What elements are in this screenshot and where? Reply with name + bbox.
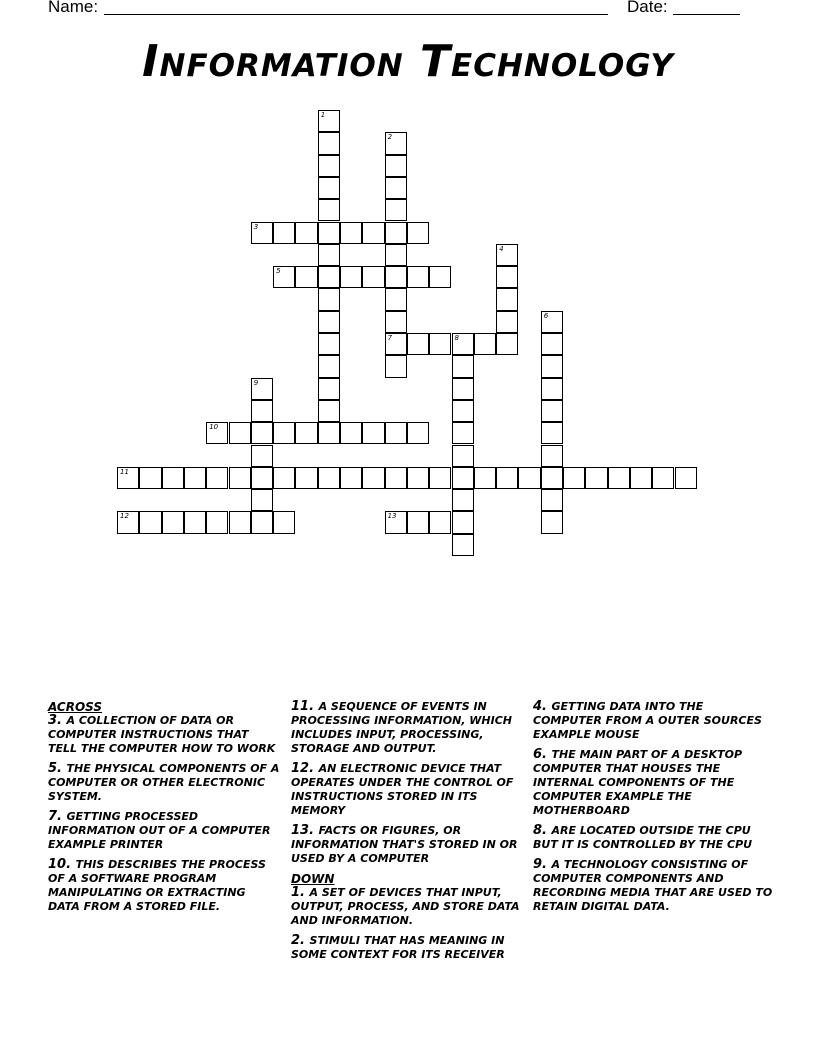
crossword-cell[interactable] (541, 311, 563, 333)
clue-item-text: GETTING PROCESSED INFORMATION OUT OF A COMPUTER EXAMPLE PRINTER (48, 810, 271, 851)
crossword-cell[interactable] (318, 155, 340, 177)
crossword-cell[interactable] (340, 266, 362, 288)
clue-number: 9 (253, 378, 259, 387)
crossword-cell[interactable] (184, 467, 206, 489)
clue-item-text: ARE LOCATED OUTSIDE THE CPU BUT IT IS CONTROLLED BY THE CPU (533, 824, 753, 851)
crossword-cell[interactable] (229, 511, 251, 533)
crossword-cell[interactable] (474, 333, 496, 355)
crossword-cell[interactable] (452, 378, 474, 400)
clue-number: 3 (253, 222, 259, 231)
crossword-cell[interactable] (273, 422, 295, 444)
crossword-cell[interactable] (518, 467, 540, 489)
crossword-cell[interactable] (273, 266, 295, 288)
crossword-cell[interactable] (362, 422, 384, 444)
crossword-cell[interactable] (452, 445, 474, 467)
clue-item (48, 810, 280, 852)
crossword-cell[interactable] (496, 266, 518, 288)
clue-item-text: A COLLECTION OF DATA OR COMPUTER INSTRUCTIONS THAT TELL THE COMPUTER HOW TO WORK (48, 714, 276, 755)
crossword-cell[interactable] (496, 467, 518, 489)
clue-item-number: 13. (291, 823, 319, 838)
crossword-cell[interactable] (117, 511, 139, 533)
crossword-cell[interactable] (541, 489, 563, 511)
clue-item-text: A SET OF DEVICES THAT INPUT, OUTPUT, PROCESS, AND STORE DATA AND INFORMATION. (291, 886, 520, 927)
crossword-cell[interactable] (385, 266, 407, 288)
crossword-cell[interactable] (206, 467, 228, 489)
clue-number: 4 (499, 244, 504, 253)
crossword-cell[interactable] (541, 467, 563, 489)
crossword-cell[interactable] (295, 467, 317, 489)
crossword-cell[interactable] (273, 511, 295, 533)
crossword-cell[interactable] (385, 288, 407, 310)
crossword-cell[interactable] (385, 132, 407, 154)
clue-item (291, 824, 529, 866)
crossword-cell[interactable] (340, 222, 362, 244)
crossword-cell[interactable] (452, 489, 474, 511)
clue-item (48, 762, 280, 804)
crossword-cell[interactable] (251, 445, 273, 467)
crossword-cell[interactable] (318, 266, 340, 288)
crossword-cell[interactable] (318, 222, 340, 244)
crossword-cell[interactable] (318, 110, 340, 132)
crossword-cell[interactable] (251, 378, 273, 400)
clue-item-text: STIMULI THAT HAS MEANING IN SOME CONTEXT FOR ITS RECEIVER (291, 934, 505, 961)
crossword-cell[interactable] (385, 311, 407, 333)
crossword-cell[interactable] (541, 333, 563, 355)
clues-column-2 (291, 700, 529, 968)
crossword-cell[interactable] (652, 467, 674, 489)
crossword-cell[interactable] (541, 355, 563, 377)
crossword-cell[interactable] (251, 511, 273, 533)
crossword-cell[interactable] (295, 222, 317, 244)
clue-item-text: A TECHNOLOGY CONSISTING OF COMPUTER COMPONENTS AND RECORDING MEDIA THAT ARE USED TO RETAIN DIGITAL DATA. (533, 858, 773, 913)
crossword-cell[interactable] (407, 333, 429, 355)
crossword-cell[interactable] (273, 222, 295, 244)
across-clue-list (48, 714, 280, 914)
clue-item (291, 762, 529, 818)
crossword-cell[interactable] (385, 177, 407, 199)
crossword-cell[interactable] (295, 422, 317, 444)
crossword-cell[interactable] (452, 400, 474, 422)
clue-item (291, 700, 529, 756)
clue-item-number: 10. (48, 857, 76, 872)
clue-number: 11 (120, 467, 129, 476)
clue-number: 1 (320, 111, 326, 119)
crossword-cell[interactable] (318, 333, 340, 355)
crossword-cell[interactable] (318, 311, 340, 333)
crossword-cell[interactable] (563, 467, 585, 489)
crossword-cell[interactable] (452, 422, 474, 444)
crossword-cell[interactable] (206, 422, 228, 444)
clue-number: 10 (209, 423, 219, 432)
crossword-cell[interactable] (407, 222, 429, 244)
crossword-cell[interactable] (362, 222, 384, 244)
clue-item-text: FACTS OR FIGURES, OR INFORMATION THAT'S STORED IN OR USED BY A COMPUTER (291, 824, 518, 865)
crossword-cell[interactable] (340, 422, 362, 444)
crossword-cell[interactable] (318, 400, 340, 422)
clue-item-number: 2. (291, 933, 310, 948)
crossword-cell[interactable] (251, 489, 273, 511)
clue-item (291, 934, 529, 962)
crossword-cell[interactable] (206, 511, 228, 533)
crossword-cell[interactable] (318, 199, 340, 221)
crossword-cell[interactable] (340, 467, 362, 489)
crossword-cell[interactable] (541, 511, 563, 533)
clue-item (48, 714, 280, 756)
crossword-cell[interactable] (385, 244, 407, 266)
crossword-cell[interactable] (452, 355, 474, 377)
down-clue-list-continued (533, 700, 773, 914)
clue-number: 2 (387, 133, 393, 142)
clue-item (48, 858, 280, 914)
name-label: Name: (48, 0, 99, 16)
clues-column-3 (533, 700, 773, 920)
clue-item-number: 7. (48, 809, 67, 824)
clue-number: 7 (387, 334, 393, 342)
crossword-cell[interactable] (429, 266, 451, 288)
crossword-cell[interactable] (496, 244, 518, 266)
crossword-cell[interactable] (452, 467, 474, 489)
crossword-cell[interactable] (407, 467, 429, 489)
crossword-cell[interactable] (318, 132, 340, 154)
crossword-cell[interactable] (385, 199, 407, 221)
clue-item-number: 5. (48, 761, 67, 776)
clue-number: 12 (120, 512, 129, 521)
clue-item (533, 700, 773, 742)
crossword-cell[interactable] (295, 266, 317, 288)
clue-number: 8 (454, 334, 459, 342)
crossword-cell[interactable] (251, 222, 273, 244)
crossword-cell[interactable] (318, 355, 340, 377)
down-clue-list (291, 886, 529, 962)
clue-item-text: AN ELECTRONIC DEVICE THAT OPERATES UNDER THE CONTROL OF INSTRUCTIONS STORED IN ITS MEMORY (291, 762, 514, 817)
crossword-cell[interactable] (407, 266, 429, 288)
crossword-cell[interactable] (630, 467, 652, 489)
crossword-cell[interactable] (162, 511, 184, 533)
crossword-cell[interactable] (251, 467, 273, 489)
crossword-cell[interactable] (496, 288, 518, 310)
clue-item-number: 4. (533, 699, 552, 714)
crossword-cell[interactable] (385, 222, 407, 244)
crossword-cell[interactable] (139, 511, 161, 533)
clue-item-text: GETTING DATA INTO THE COMPUTER FROM A OUTER SOURCES EXAMPLE MOUSE (533, 700, 762, 741)
crossword-cell[interactable] (117, 467, 139, 489)
crossword-cell[interactable] (608, 467, 630, 489)
date-label: Date: (627, 0, 668, 16)
clue-item-number: 11. (291, 699, 319, 714)
crossword-cell[interactable] (139, 467, 161, 489)
across-heading: ACROSS (48, 700, 103, 714)
clue-number: 13 (387, 512, 397, 521)
crossword-cell[interactable] (452, 333, 474, 355)
crossword-cell[interactable] (541, 445, 563, 467)
clue-item-text: A SEQUENCE OF EVENTS IN PROCESSING INFORMATION, WHICH INCLUDES INPUT, PROCESSING, STORAGE AND OUTPUT. (291, 700, 512, 755)
crossword-cell[interactable] (229, 422, 251, 444)
clue-item-number: 8. (533, 823, 552, 838)
crossword-cell[interactable] (541, 378, 563, 400)
clue-item-number: 6. (533, 747, 552, 762)
crossword-cell[interactable] (385, 511, 407, 533)
crossword-cell[interactable] (318, 467, 340, 489)
crossword-cell[interactable] (452, 534, 474, 556)
crossword-cell[interactable] (452, 511, 474, 533)
crossword-cell[interactable] (362, 266, 384, 288)
crossword-cell[interactable] (318, 288, 340, 310)
crossword-cell[interactable] (541, 400, 563, 422)
crossword-cell[interactable] (496, 311, 518, 333)
crossword-cell[interactable] (474, 467, 496, 489)
clues-column-1 (48, 700, 280, 920)
clue-item-number: 3. (48, 713, 67, 728)
crossword-cell[interactable] (385, 155, 407, 177)
clue-item-number: 1. (291, 885, 310, 900)
crossword-cell[interactable] (251, 400, 273, 422)
crossword-cell[interactable] (585, 467, 607, 489)
clue-item (533, 858, 773, 914)
crossword-cell[interactable] (318, 177, 340, 199)
clue-item-number: 9. (533, 857, 552, 872)
crossword-cell[interactable] (362, 467, 384, 489)
crossword-cell[interactable] (429, 333, 451, 355)
crossword-cell[interactable] (496, 333, 518, 355)
clue-item-number: 12. (291, 761, 319, 776)
crossword-cell[interactable] (385, 333, 407, 355)
crossword-cell[interactable] (318, 244, 340, 266)
crossword-cell[interactable] (385, 355, 407, 377)
clue-number: 5 (276, 267, 281, 276)
across-clue-list-continued (291, 700, 529, 866)
crossword-cell[interactable] (407, 511, 429, 533)
crossword-cell[interactable] (541, 422, 563, 444)
crossword-cell[interactable] (229, 467, 251, 489)
clue-item-text: THE MAIN PART OF A DESKTOP COMPUTER THAT HOUSES THE INTERNAL COMPONENTS OF THE COMPUTER EXAMPLE THE MOTHERBOARD (533, 748, 743, 817)
clue-item-text: THE PHYSICAL COMPONENTS OF A COMPUTER OR OTHER ELECTRONIC SYSTEM. (48, 762, 280, 803)
clue-number: 6 (543, 311, 549, 320)
crossword-cell[interactable] (162, 467, 184, 489)
crossword-cell[interactable] (675, 467, 697, 489)
clue-item (533, 824, 773, 852)
crossword-cell[interactable] (385, 422, 407, 444)
crossword-cell[interactable] (385, 467, 407, 489)
down-heading: DOWN (291, 872, 335, 886)
page-title: Information Technology (142, 36, 674, 87)
clue-item-text: THIS DESCRIBES THE PROCESS OF A SOFTWARE PROGRAM MANIPULATING OR EXTRACTING DATA FROM A STORED FILE. (48, 858, 266, 913)
crossword-cell[interactable] (184, 511, 206, 533)
clue-item (291, 886, 529, 928)
clue-item (533, 748, 773, 818)
crossword-cell[interactable] (318, 422, 340, 444)
crossword-cell[interactable] (429, 511, 451, 533)
crossword-cell[interactable] (407, 422, 429, 444)
crossword-cell[interactable] (273, 467, 295, 489)
crossword-cell[interactable] (318, 378, 340, 400)
crossword-cell[interactable] (251, 422, 273, 444)
crossword-cell[interactable] (429, 467, 451, 489)
